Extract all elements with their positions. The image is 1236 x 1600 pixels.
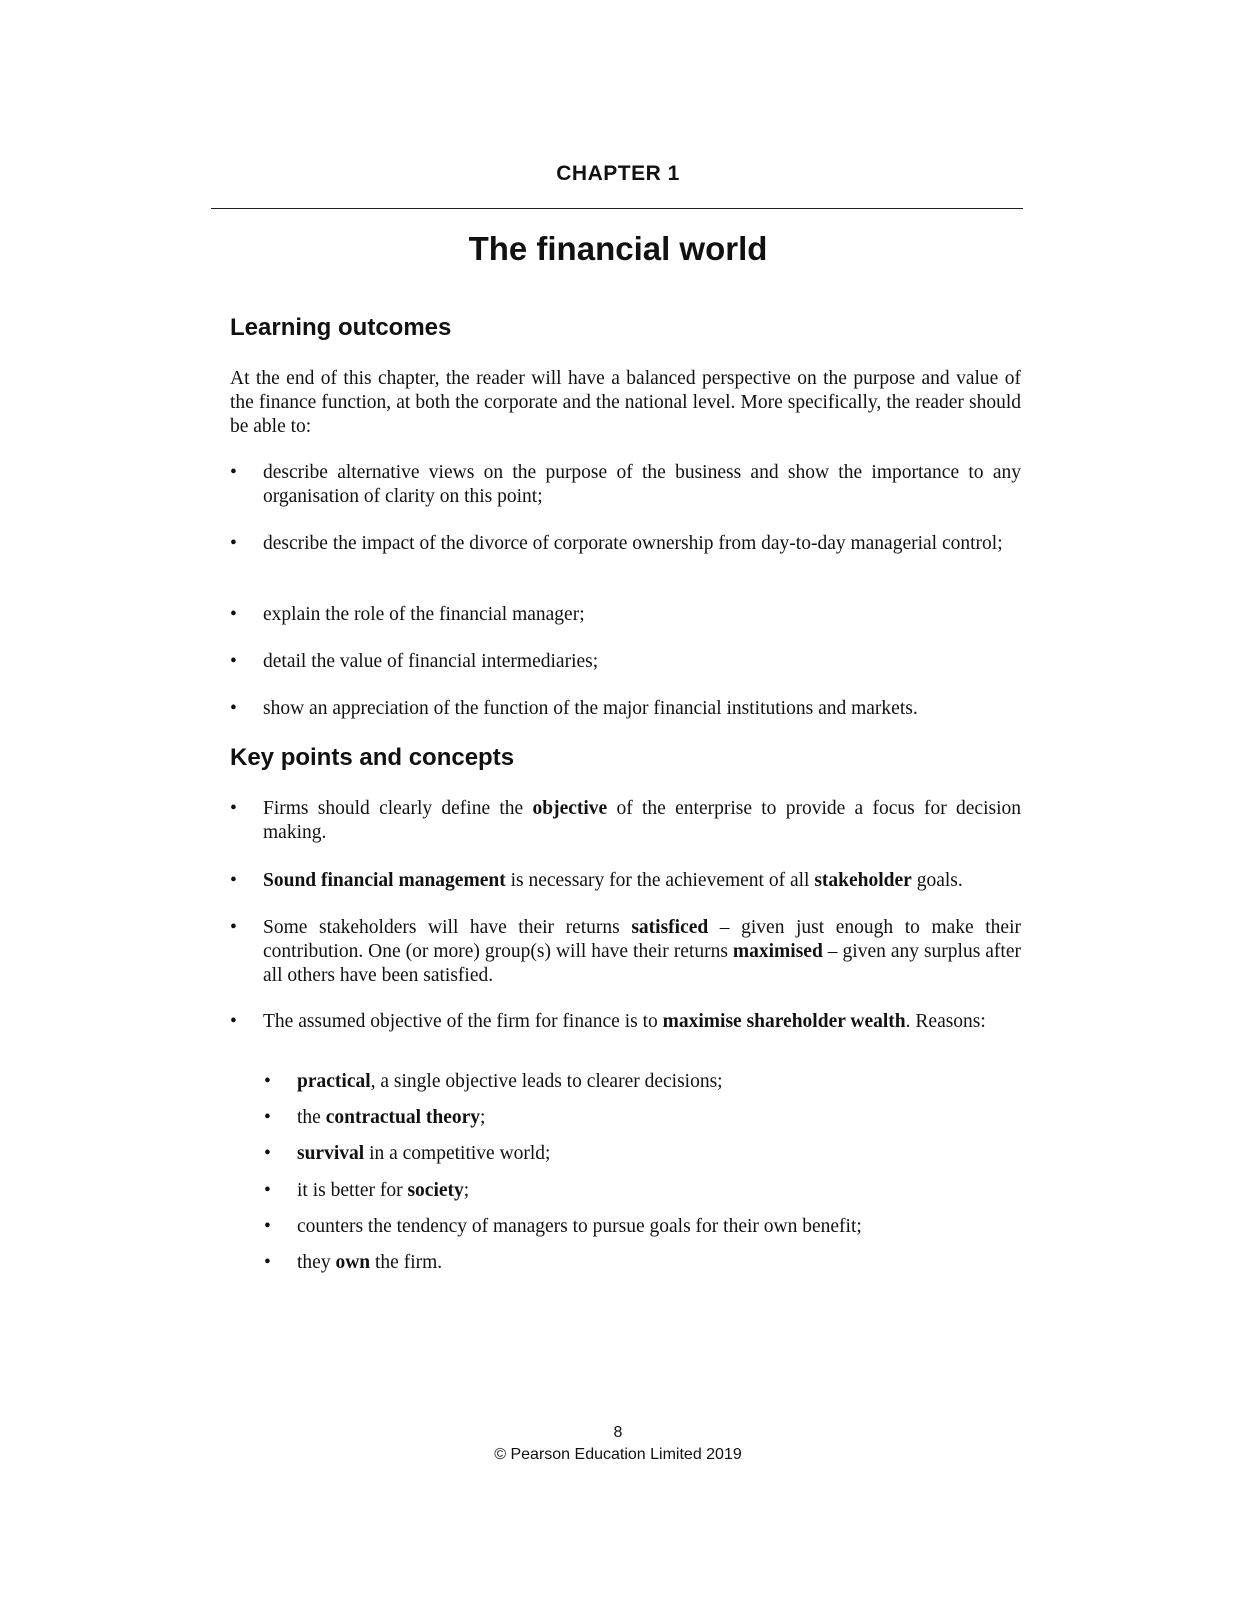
chapter-label: CHAPTER 1 — [556, 162, 680, 185]
sub-list-item: • survival in a competitive world; — [264, 1143, 551, 1164]
bullet-icon: • — [230, 870, 237, 891]
bullet-icon: • — [264, 1252, 271, 1273]
sub-list-item: • the contractual theory; — [264, 1107, 486, 1128]
bullet-icon: • — [230, 462, 237, 483]
list-item: • explain the role of the financial manager; — [230, 604, 585, 625]
page-number: 8 — [613, 1424, 623, 1441]
bullet-icon: • — [230, 1011, 237, 1032]
key-points-heading: Key points and concepts — [230, 744, 515, 771]
page-title: The financial world — [468, 230, 768, 267]
copyright-notice: © Pearson Education Limited 2019 — [494, 1446, 742, 1463]
bullet-icon: • — [264, 1180, 271, 1201]
bullet-icon: • — [230, 651, 237, 672]
sub-list-item: • they own the firm. — [264, 1252, 443, 1273]
bullet-icon: • — [264, 1071, 271, 1092]
bullet-icon: • — [264, 1143, 271, 1164]
bullet-icon: • — [230, 917, 237, 938]
list-item: • The assumed objective of the firm for finance is to maximise shareholder wealth. Reasons: — [230, 1011, 986, 1032]
bullet-icon: • — [230, 533, 237, 554]
learning-outcomes-intro: At the end of this chapter, the reader will have a balanced perspective on the purpose and value of the finance function, at both the corporate and the national level. More specifically, the reader should be able to: — [230, 368, 1021, 437]
list-item: • Sound financial management is necessary for the achievement of all stakeholder goals. — [230, 870, 963, 891]
sub-list-item: • counters the tendency of managers to pursue goals for their own benefit; — [264, 1216, 862, 1237]
bullet-icon: • — [230, 698, 237, 719]
bullet-icon: • — [264, 1216, 271, 1237]
bullet-icon: • — [230, 604, 237, 625]
list-item: • describe alternative views on the purpose of the business and show the importance to any organisation of clarity on this point; — [230, 462, 1021, 507]
list-item: • describe the impact of the divorce of corporate ownership from day-to-day managerial control; — [230, 533, 1003, 554]
list-item: • show an appreciation of the function of the major financial institutions and markets. — [230, 698, 918, 719]
header-divider — [211, 208, 1023, 209]
learning-outcomes-heading: Learning outcomes — [230, 314, 452, 341]
list-item: • detail the value of financial intermediaries; — [230, 651, 599, 672]
sub-list-item: • practical, a single objective leads to clearer decisions; — [264, 1071, 723, 1092]
bullet-icon: • — [230, 798, 237, 819]
list-item: • Firms should clearly define the objective of the enterprise to provide a focus for decision making. — [230, 798, 1022, 843]
list-item: • Some stakeholders will have their returns satisficed – given just enough to make their contribution. One (or more) group(s) will have their returns maximised – given any surplus after all others have been satisfied. — [230, 917, 1021, 986]
sub-list-item: • it is better for society; — [264, 1180, 470, 1201]
bullet-icon: • — [264, 1107, 271, 1128]
